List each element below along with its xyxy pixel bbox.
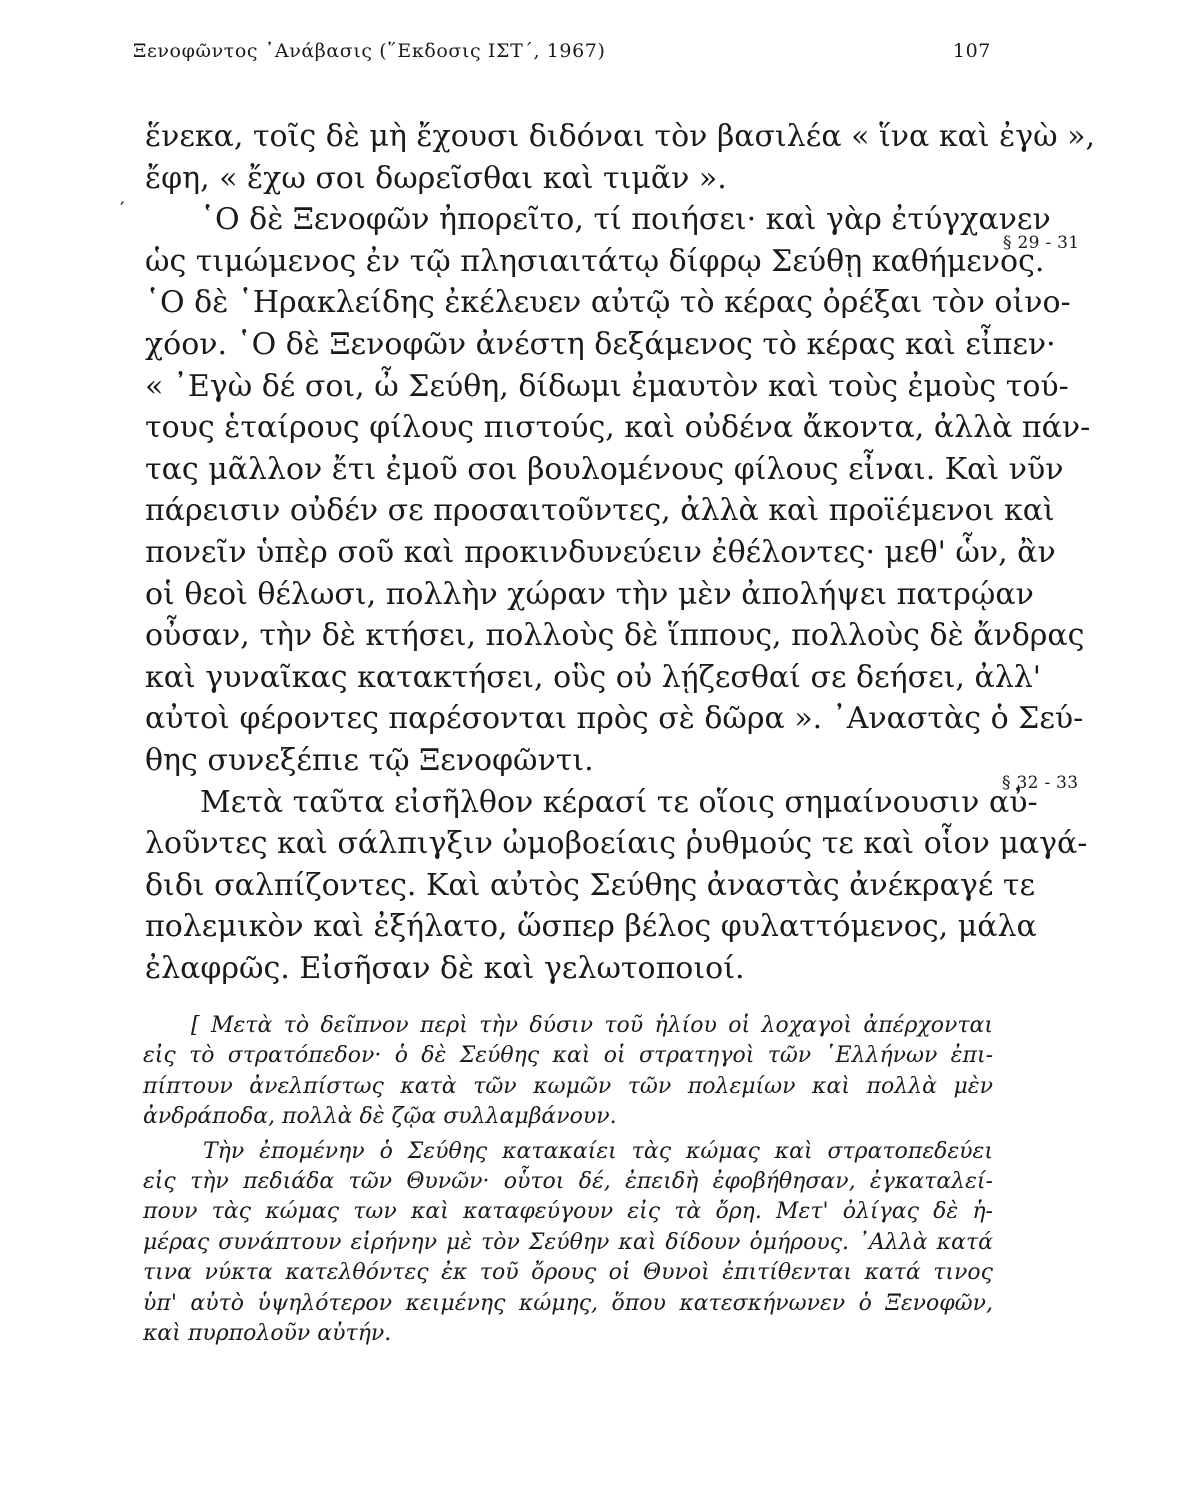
text-line: τας μᾶλλον ἔτι ἐμοῦ σοι βουλομένους φίλους εἶναι. Καὶ νῦν [145, 451, 1064, 487]
text-line: « ᾿Εγὼ δέ σοι, ὦ Σεύθη, δίδωμι ἐμαυτὸν καὶ τοὺς ἐμοὺς τού- [145, 368, 1069, 404]
text-line: ῾Ο δὲ ῾Ηρακλείδης ἐκέλευεν αὐτῷ τὸ κέρας ὀρέξαι τὸν οἰνο- [145, 285, 1071, 321]
summary-line: πίπτουν ἀνελπίστως κατὰ τῶν κωμῶν τῶν πολεμίων καὶ πολλὰ μὲν [143, 1073, 993, 1099]
text-line: χόον. ῾Ο δὲ Ξενοφῶν ἀνέστη δεξάμενος τὸ κέρας καὶ εἶπεν· [145, 326, 1056, 362]
text-line: λοῦντες καὶ σάλπιγξιν ὠμοβοείαις ῥυθμούς τε καὶ οἷον μαγά- [145, 826, 1088, 862]
summary-line: τινα νύκτα κατελθόντες ἐκ τοῦ ὄρους οἱ Θυνοὶ ἐπιτίθενται κατά τινος [143, 1260, 993, 1286]
margin-section-reference: § 29 - 31 [1003, 233, 1080, 253]
summary-line: εἰς τὴν πεδιάδα τῶν Θυνῶν· οὗτοι δέ, ἐπειδὴ ἐφοβήθησαν, ἐγκαταλεί- [143, 1168, 993, 1194]
text-line: πονεῖν ὑπὲρ σοῦ καὶ προκινδυνεύειν ἐθέλοντες· μεθ' ὧν, ἂν [145, 534, 1056, 570]
text-line: ἕνεκα, τοῖς δὲ μὴ ἔχουσι διδόναι τὸν βασιλέα « ἵνα καὶ ἐγὼ », [145, 119, 1096, 154]
running-head-title: Ξενοφῶντος ᾿Ανάβασις (῞Εκδοσις ΙΣΤ΄, 1967) [133, 40, 606, 62]
text-line: οἱ θεοὶ θέλωσι, πολλὴν χώραν τὴν μὲν ἀπολήψει πατρῴαν [145, 576, 1034, 612]
text-line: θης συνεξέπιε τῷ Ξενοφῶντι. [145, 742, 594, 778]
summary-line: [ Μετὰ τὸ δεῖπνον περὶ τὴν δύσιν τοῦ ἡλίου οἱ λοχαγοὶ ἀπέρχονται [191, 1013, 993, 1038]
text-line: οὖσαν, τὴν δὲ κτήσει, πολλοὺς δὲ ἵππους, πολλοὺς δὲ ἄνδρας [145, 618, 1085, 654]
text-line: Μετὰ ταῦτα εἰσῆλθον κέρασί τε οἵοις σημαίνουσιν αὐ- [200, 784, 1038, 820]
running-head [133, 40, 991, 70]
text-line: ῾Ο δὲ Ξενοφῶν ἠπορεῖτο, τί ποιήσει· καὶ γὰρ ἐτύγχανεν [200, 202, 1051, 238]
summary-line: ἀνδράποδα, πολλὰ δὲ ζῷα συλλαμβάνουν. [143, 1104, 617, 1130]
summary-block [143, 1011, 993, 1349]
margin-section-reference: § 32 - 33 [1002, 773, 1079, 793]
text-line: ἐλαφρῶς. Εἰσῆσαν δὲ καὶ γελωτοποιοί. [145, 950, 745, 986]
summary-line: μέρας συνάπτουν εἰρήνην μὲ τὸν Σεύθην καὶ δίδουν ὁμήρους. ᾿Αλλὰ κατά [143, 1229, 993, 1255]
text-line: διδι σαλπίζοντες. Καὶ αὐτὸς Σεύθης ἀναστὰς ἀνέκραγέ τε [145, 867, 1036, 903]
text-line: πολεμικὸν καὶ ἐξήλατο, ὥσπερ βέλος φυλαττόμενος, μάλα [145, 909, 1037, 945]
summary-line: Τὴν ἐπομένην ὁ Σεύθης κατακαίει τὰς κώμας καὶ στρατοπεδεύει [203, 1138, 993, 1164]
text-line: ὡς τιμώμενος ἐν τῷ πλησιαιτάτῳ δίφρῳ Σεύθῃ καθήμενος. [145, 243, 1045, 279]
text-line: καὶ γυναῖκας κατακτήσει, οὓς οὐ λῄζεσθαί σε δεήσει, ἀλλ' [145, 659, 1042, 695]
page-number: 107 [952, 40, 991, 62]
summary-line: πουν τὰς κώμας των καὶ καταφεύγουν εἰς τὰ ὄρη. Μετ' ὀλίγας δὲ ἡ- [143, 1199, 993, 1225]
summary-line: ὑπ' αὐτὸ ὑψηλότερον κειμένης κώμης, ὅπου κατεσκήνωνεν ὁ Ξενοφῶν, [143, 1290, 993, 1316]
margin-tick-mark: ′ [120, 197, 125, 221]
text-line: αὐτοὶ φέροντες παρέσονται πρὸς σὲ δῶρα ». ᾿Αναστὰς ὁ Σεύ- [145, 701, 1084, 737]
text-line: ἔφη, « ἔχω σοι δωρεῖσθαι καὶ τιμᾶν ». [145, 160, 727, 196]
text-line: τους ἑταίρους φίλους πιστούς, καὶ οὐδένα ἄκοντα, ἀλλὰ πάν- [145, 410, 1091, 446]
summary-line: καὶ πυρπολοῦν αὐτήν. [143, 1320, 392, 1346]
summary-line: εἰς τὸ στρατόπεδον· ὁ δὲ Σεύθης καὶ οἱ στρατηγοὶ τῶν ῾Ελλήνων ἐπι- [143, 1043, 993, 1069]
text-line: πάρεισιν οὐδέν σε προσαιτοῦντες, ἀλλὰ καὶ προϊέμενοι καὶ [145, 493, 1055, 529]
